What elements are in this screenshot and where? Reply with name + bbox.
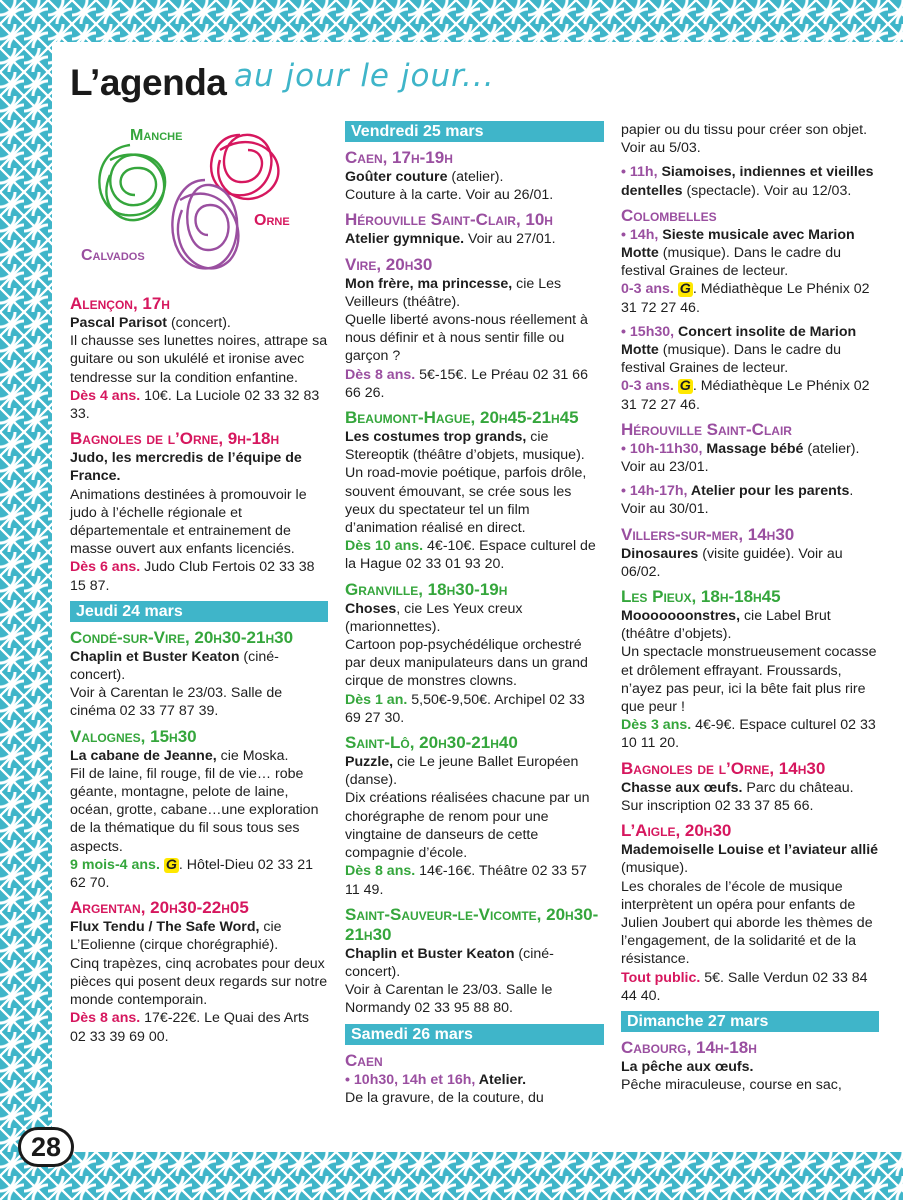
event-type: (musique). — [621, 860, 689, 877]
event-age: Tout public. — [621, 969, 701, 986]
event-description: Il chausse ses lunettes noires, attrape sa guitare ou son ukulélé et ironise avec tendresse sur la condition enfantine. — [70, 333, 328, 386]
event-title: Concert insolite de Marion Motte — [621, 323, 857, 359]
event-time: • 14h, — [621, 226, 659, 243]
event-info: 5€. Salle Verdun 02 33 84 44 40. — [621, 969, 868, 1004]
event-type: (visite guidée). Voir au 06/02. — [621, 545, 843, 580]
event-type: , cie Les Yeux creux (marionnettes). — [345, 600, 523, 635]
event-colombelles-sieste — [621, 206, 879, 317]
event-age: 0-3 ans. — [621, 281, 674, 298]
event-time: • 10h-11h30, — [621, 440, 703, 457]
event-age: Dès 4 ans. — [70, 387, 141, 404]
event-title: Atelier pour les parents — [687, 483, 850, 500]
event-title: Puzzle, — [345, 754, 394, 771]
event-place: Alençon, 17h — [70, 294, 170, 313]
event-title: Atelier. — [475, 1071, 527, 1088]
event-place: Vire, 20h30 — [345, 254, 433, 274]
agenda-column-3 — [621, 121, 879, 1100]
free-badge: G — [679, 378, 691, 395]
event-place: Hérouville Saint-Clair — [621, 419, 792, 439]
event-description: Voir à Carentan le 23/03. Salle le Normandy 02 33 95 88 80. — [345, 982, 553, 1017]
event-title: Mademoiselle Louise et l’aviateur allié — [621, 842, 879, 859]
event-description: papier ou du tissu pour créer son objet. Voir au 5/03. — [621, 122, 868, 157]
event-les-pieux — [621, 587, 879, 753]
event-place: Condé-sur-Vire, 20h30-21h30 — [70, 627, 294, 647]
event-info: 14€-16€. Théâtre 02 33 57 11 49. — [345, 863, 587, 898]
event-type: (musique). Dans le cadre du festival Graines de lecteur. — [621, 342, 841, 377]
event-place: Bagnoles de l’Orne, 14h30 — [621, 758, 826, 778]
event-description: Un spectacle monstrueusement cocasse et drôlement effrayant. Froussards, n’ayez pas peur, ici la bête fait plus rire que peur ! — [621, 644, 877, 716]
event-place: Valognes, 15h30 — [70, 726, 197, 746]
event-title: Dinosaures — [621, 545, 699, 562]
event-type: (atelier). Voir au 23/01. — [621, 440, 860, 476]
event-info: Voir au 27/01. — [464, 231, 556, 248]
event-type: (atelier). — [447, 169, 504, 185]
day-header-thursday: Jeudi 24 mars — [70, 601, 328, 622]
event-continued — [621, 121, 879, 157]
event-title: Chaplin et Buster Keaton — [345, 945, 515, 962]
page-number: 28 — [18, 1127, 74, 1167]
event-villers — [621, 525, 879, 581]
event-title: Chasse aux œufs. — [621, 779, 743, 796]
legend-manche: Manche — [130, 127, 183, 144]
event-description: De la gravure, de la couture, du — [345, 1089, 544, 1106]
day-header-friday: Vendredi 25 mars — [345, 121, 604, 142]
event-place: Villers-sur-mer, 14h30 — [621, 524, 795, 544]
event-place: L’Aigle, 20h30 — [621, 821, 732, 841]
event-age: 9 mois-4 ans. — [70, 856, 160, 873]
event-title: Mon frère, ma princesse, — [345, 275, 513, 292]
event-saint-lo — [345, 733, 604, 899]
event-info: Parc du château. Sur inscription 02 33 37 85 66. — [621, 779, 854, 814]
event-type: cie Les Veilleurs (théâtre). — [345, 275, 562, 310]
event-time: • 11h, — [621, 164, 658, 181]
free-badge: G — [679, 281, 691, 298]
event-siamoises — [621, 163, 879, 199]
event-title: Les costumes trop grands, — [345, 429, 527, 446]
event-description: Pêche miraculeuse, course en sac, — [621, 1077, 842, 1094]
event-herouville-massage — [621, 420, 879, 476]
event-title: Choses — [345, 600, 397, 617]
event-herouville-gym — [345, 210, 604, 248]
event-title: Chaplin et Buster Keaton — [70, 648, 240, 665]
event-age: Dès 8 ans. — [345, 863, 416, 880]
event-type: (ciné-concert). — [70, 648, 279, 684]
event-description: Animations destinées à promouvoir le judo à l’échelle régionale et départementale et entrainement de masse ouvert aux enfants licenciés. — [70, 486, 307, 558]
event-title: Massage bébé — [702, 440, 804, 457]
event-title: Mooooooonstres, — [621, 608, 741, 625]
event-info: 4€-9€. Espace culturel 02 33 10 11 20. — [621, 717, 876, 752]
event-type: (ciné-concert). — [345, 945, 554, 980]
event-place: Granville, 18h30-19h — [345, 579, 508, 599]
event-valognes — [70, 727, 328, 893]
event-title: La pêche aux œufs. — [621, 1058, 754, 1075]
event-title: Flux Tendu / The Safe Word, — [70, 919, 260, 936]
event-title: Pascal Parisot — [70, 315, 168, 331]
event-description: Un road-movie poétique, parfois drôle, souvent émouvant, se crée sous les yeux du spectateur tel un film d’animation réalisé en direct. — [345, 465, 587, 537]
page-subtitle: au jour le jour... — [234, 58, 495, 94]
event-title: Judo, les mercredis de l’équipe de France. — [70, 450, 302, 485]
event-type: cie L’Eolienne (cirque chorégraphié). — [70, 919, 282, 954]
event-title: Goûter couture — [345, 169, 448, 185]
event-type: (spectacle). Voir au 12/03. — [682, 182, 852, 199]
event-vire — [345, 255, 604, 402]
event-type: cie Stereoptik (théâtre d’objets, musique). — [345, 429, 585, 464]
event-conde-sur-vire — [70, 628, 328, 721]
event-info: . Médiathèque Le Phénix 02 31 72 27 46. — [621, 281, 870, 316]
event-argentan — [70, 898, 328, 1045]
event-age: Dès 3 ans. — [621, 717, 692, 734]
event-description: Fil de laine, fil rouge, fil de vie… robe géante, montagne, pelote de laine, océan, grotte, cabane…une exploration de la thématique du fil sous tous ses aspects. — [70, 765, 319, 855]
event-info: . Médiathèque Le Phénix 02 31 72 27 46. — [621, 378, 870, 413]
event-type: (musique). Dans le cadre du festival Graines de lecteur. — [621, 245, 841, 280]
event-description: Cartoon pop-psychédélique orchestré par deux manipulateurs dans un grand cirque de monstres clowns. — [345, 637, 588, 690]
event-caen-couture — [345, 148, 604, 204]
event-type: cie Moska. — [216, 747, 289, 764]
event-beaumont-hague — [345, 408, 604, 574]
event-saint-sauveur — [345, 905, 604, 1018]
event-info: 4€-10€. Espace culturel de la Hague 02 33 01 93 20. — [345, 538, 596, 573]
event-age: Dès 10 ans. — [345, 538, 424, 555]
event-granville — [345, 580, 604, 727]
free-badge: G — [165, 856, 177, 873]
event-age: Dès 8 ans. — [345, 366, 416, 383]
event-place: Colombelles — [621, 205, 717, 225]
event-place: Saint-Lô, 20h30-21h40 — [345, 733, 518, 753]
event-info: . Voir au 30/01. — [621, 483, 854, 518]
event-info: . Hôtel-Dieu 02 33 21 62 70. — [70, 856, 313, 892]
event-laigle — [621, 821, 879, 1005]
event-type: cie Le jeune Ballet Européen (danse). — [345, 754, 579, 789]
event-title: La cabane de Jeanne, — [70, 747, 217, 764]
event-age: 0-3 ans. — [621, 378, 674, 395]
event-place: Beaumont-Hague, 20h45-21h45 — [345, 408, 579, 428]
day-header-sunday: Dimanche 27 mars — [621, 1011, 879, 1032]
legend-orne: Orne — [254, 212, 290, 229]
legend-calvados: Calvados — [81, 247, 145, 264]
event-cabourg — [621, 1038, 879, 1094]
event-description: Les chorales de l’école de musique interprètent un opéra pour enfants de Julien Joubert qui aborde les thèmes de l’engagement, de la solidarité et de la résistance. — [621, 878, 873, 968]
event-time: • 14h-17h, — [621, 483, 688, 500]
event-info: 17€-22€. Le Quai des Arts 02 33 39 69 00. — [70, 1010, 309, 1045]
event-time: • 15h30, — [621, 323, 675, 340]
event-caen-atelier — [345, 1051, 604, 1107]
event-type: (concert). — [167, 315, 231, 331]
event-description: Quelle liberté avons-nous réellement à nous définir et à nous sentir fille ou garçon ? — [345, 312, 588, 365]
event-info: 5,50€-9,50€. Archipel 02 33 69 27 30. — [345, 691, 585, 726]
day-header-saturday: Samedi 26 mars — [345, 1024, 604, 1045]
event-place: Cabourg, 14h-18h — [621, 1037, 757, 1057]
event-alencon — [70, 294, 328, 423]
event-place: Les Pieux, 18h-18h45 — [621, 587, 781, 607]
event-herouville-parents — [621, 482, 879, 518]
event-place: Saint-Sauveur-le-Vicomte, 20h30-21h30 — [345, 904, 599, 944]
event-info: 5€-15€. Le Préau 02 31 66 66 26. — [345, 366, 588, 401]
department-legend — [70, 120, 310, 280]
event-bagnoles-judo — [70, 429, 328, 595]
event-description: Dix créations réalisées chacune par un chorégraphe de renom pour une vingtaine de danseurs de cette compagnie d’école. — [345, 790, 590, 862]
agenda-column-2 — [345, 121, 604, 1113]
event-info: Judo Club Fertois 02 33 38 15 87. — [70, 559, 315, 594]
page-title: L’agenda — [70, 62, 227, 103]
event-place: Bagnoles de l’Orne, 9h-18h — [70, 429, 280, 449]
event-place: Caen, 17h-19h — [345, 148, 453, 167]
event-place: Argentan, 20h30-22h05 — [70, 898, 249, 918]
event-time: • 10h30, 14h et 16h, — [345, 1071, 476, 1088]
event-age: Dès 6 ans. — [70, 559, 141, 576]
event-description: Cinq trapèzes, cinq acrobates pour deux pièces qui posent deux regards sur notre monde contemporain. — [70, 955, 328, 1009]
event-bagnoles-oeufs — [621, 759, 879, 815]
event-description: Voir à Carentan le 23/03. Salle de cinéma 02 33 77 87 39. — [70, 685, 283, 720]
event-title: Siamoises, indiennes et vieilles dentelles — [621, 164, 874, 199]
event-title: Atelier gymnique. — [345, 231, 465, 248]
event-colombelles-concert — [621, 323, 879, 414]
event-info: 10€. La Luciole 02 33 32 83 33. — [70, 387, 320, 423]
agenda-column-1 — [70, 294, 328, 1052]
event-age: Dès 1 an. — [345, 691, 408, 708]
event-title: Sieste musicale avec Marion Motte — [621, 226, 855, 262]
event-age: Dès 8 ans. — [70, 1010, 141, 1027]
event-place: Hérouville Saint-Clair, 10h — [345, 210, 553, 230]
event-place: Caen — [345, 1050, 383, 1070]
event-description: Couture à la carte. Voir au 26/01. — [345, 187, 554, 204]
event-type: cie Label Brut (théâtre d’objets). — [621, 608, 831, 643]
